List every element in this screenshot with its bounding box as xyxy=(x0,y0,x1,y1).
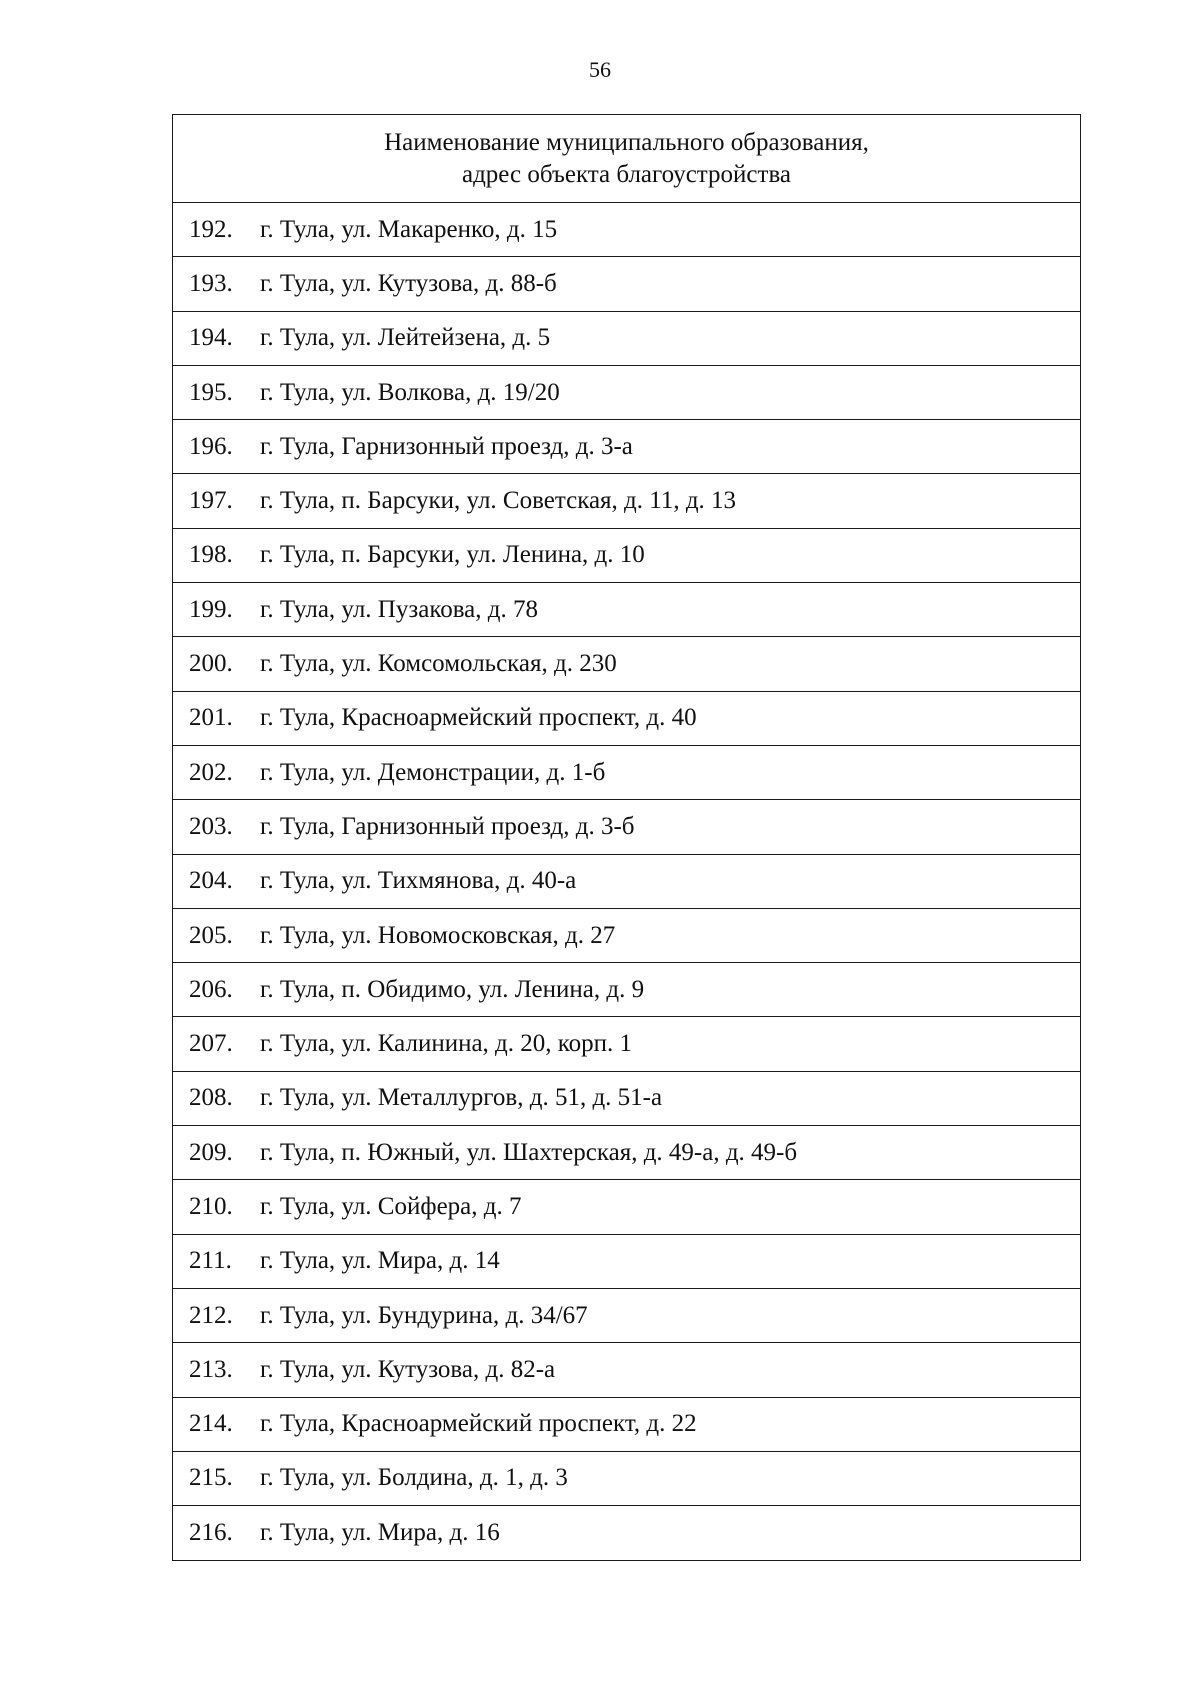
table-row xyxy=(173,637,1080,691)
table-body xyxy=(173,203,1080,1560)
row-number: 206. xyxy=(189,975,233,1003)
table-row xyxy=(173,692,1080,746)
row-number: 199. xyxy=(189,595,233,623)
row-address: г. Тула, ул. Мира, д. 16 xyxy=(260,1519,500,1547)
table-row xyxy=(173,746,1080,800)
row-address: г. Тула, ул. Новомосковская, д. 27 xyxy=(260,921,616,949)
row-number: 201. xyxy=(189,704,233,732)
row-address: г. Тула, ул. Лейтейзена, д. 5 xyxy=(260,324,551,352)
table-row xyxy=(173,1506,1080,1560)
row-address: г. Тула, ул. Металлургов, д. 51, д. 51-а xyxy=(260,1084,663,1112)
table-row xyxy=(173,1072,1080,1126)
row-number: 210. xyxy=(189,1192,233,1220)
table-header xyxy=(173,115,1080,203)
row-address: г. Тула, п. Барсуки, ул. Советская, д. 11, д. 13 xyxy=(260,487,737,515)
table-row xyxy=(173,474,1080,528)
table-row xyxy=(173,1180,1080,1234)
row-number: 212. xyxy=(189,1301,233,1329)
row-number: 197. xyxy=(189,487,233,515)
table-row xyxy=(173,1398,1080,1452)
table-row xyxy=(173,312,1080,366)
row-number: 203. xyxy=(189,812,233,840)
row-number: 215. xyxy=(189,1464,233,1492)
table-row xyxy=(173,855,1080,909)
row-number: 192. xyxy=(189,215,233,243)
table-row xyxy=(173,1289,1080,1343)
row-address: г. Тула, Гарнизонный проезд, д. 3-а xyxy=(260,432,633,460)
row-address: г. Тула, Красноармейский проспект, д. 22 xyxy=(260,1410,697,1438)
row-address: г. Тула, ул. Болдина, д. 1, д. 3 xyxy=(260,1464,568,1492)
row-number: 213. xyxy=(189,1355,233,1383)
page-number: 56 xyxy=(589,57,611,82)
table-header-line-2: адрес объекта благоустройства xyxy=(461,160,792,188)
row-address: г. Тула, п. Южный, ул. Шахтерская, д. 49-а, д. 49-б xyxy=(260,1138,798,1166)
address-table xyxy=(172,114,1081,1561)
table-row xyxy=(173,1126,1080,1180)
row-number: 205. xyxy=(189,921,233,949)
row-address: г. Тула, ул. Демонстрации, д. 1-б xyxy=(260,758,606,786)
row-address: г. Тула, ул. Комсомольская, д. 230 xyxy=(260,650,617,678)
row-number: 208. xyxy=(189,1084,233,1112)
row-number: 198. xyxy=(189,541,233,569)
row-address: г. Тула, ул. Макаренко, д. 15 xyxy=(260,215,558,243)
row-address: г. Тула, Гарнизонный проезд, д. 3-б xyxy=(260,812,635,840)
row-address: г. Тула, ул. Калинина, д. 20, корп. 1 xyxy=(260,1030,633,1058)
row-number: 214. xyxy=(189,1410,233,1438)
row-address: г. Тула, ул. Пузакова, д. 78 xyxy=(260,595,539,623)
table-row xyxy=(173,203,1080,257)
row-number: 194. xyxy=(189,324,233,352)
row-address: г. Тула, ул. Кутузова, д. 88-б xyxy=(260,269,557,297)
row-number: 200. xyxy=(189,650,233,678)
row-address: г. Тула, Красноармейский проспект, д. 40 xyxy=(260,704,697,732)
row-number: 207. xyxy=(189,1030,233,1058)
row-address: г. Тула, ул. Волкова, д. 19/20 xyxy=(260,378,560,406)
row-address: г. Тула, п. Барсуки, ул. Ленина, д. 10 xyxy=(260,541,645,569)
row-number: 202. xyxy=(189,758,233,786)
row-number: 211. xyxy=(189,1247,232,1275)
row-address: г. Тула, ул. Сойфера, д. 7 xyxy=(260,1192,522,1220)
row-address: г. Тула, п. Обидимо, ул. Ленина, д. 9 xyxy=(260,975,645,1003)
table-row xyxy=(173,583,1080,637)
row-number: 193. xyxy=(189,269,233,297)
row-number: 209. xyxy=(189,1138,233,1166)
row-number: 196. xyxy=(189,432,233,460)
row-address: г. Тула, ул. Бундурина, д. 34/67 xyxy=(260,1301,588,1329)
row-address: г. Тула, ул. Мира, д. 14 xyxy=(260,1247,500,1275)
row-number: 195. xyxy=(189,378,233,406)
row-number: 204. xyxy=(189,867,233,895)
table-row xyxy=(173,800,1080,854)
table-row xyxy=(173,1017,1080,1071)
table-row xyxy=(173,963,1080,1017)
table-row xyxy=(173,1343,1080,1397)
table-row xyxy=(173,1452,1080,1506)
table-row xyxy=(173,366,1080,420)
table-row xyxy=(173,529,1080,583)
row-number: 216. xyxy=(189,1519,233,1547)
table-row xyxy=(173,1235,1080,1289)
row-address: г. Тула, ул. Тихмянова, д. 40-а xyxy=(260,867,577,895)
table-header-line-1: Наименование муниципального образования, xyxy=(384,128,869,156)
table-row xyxy=(173,909,1080,963)
row-address: г. Тула, ул. Кутузова, д. 82-а xyxy=(260,1355,556,1383)
table-row xyxy=(173,420,1080,474)
table-row xyxy=(173,257,1080,311)
